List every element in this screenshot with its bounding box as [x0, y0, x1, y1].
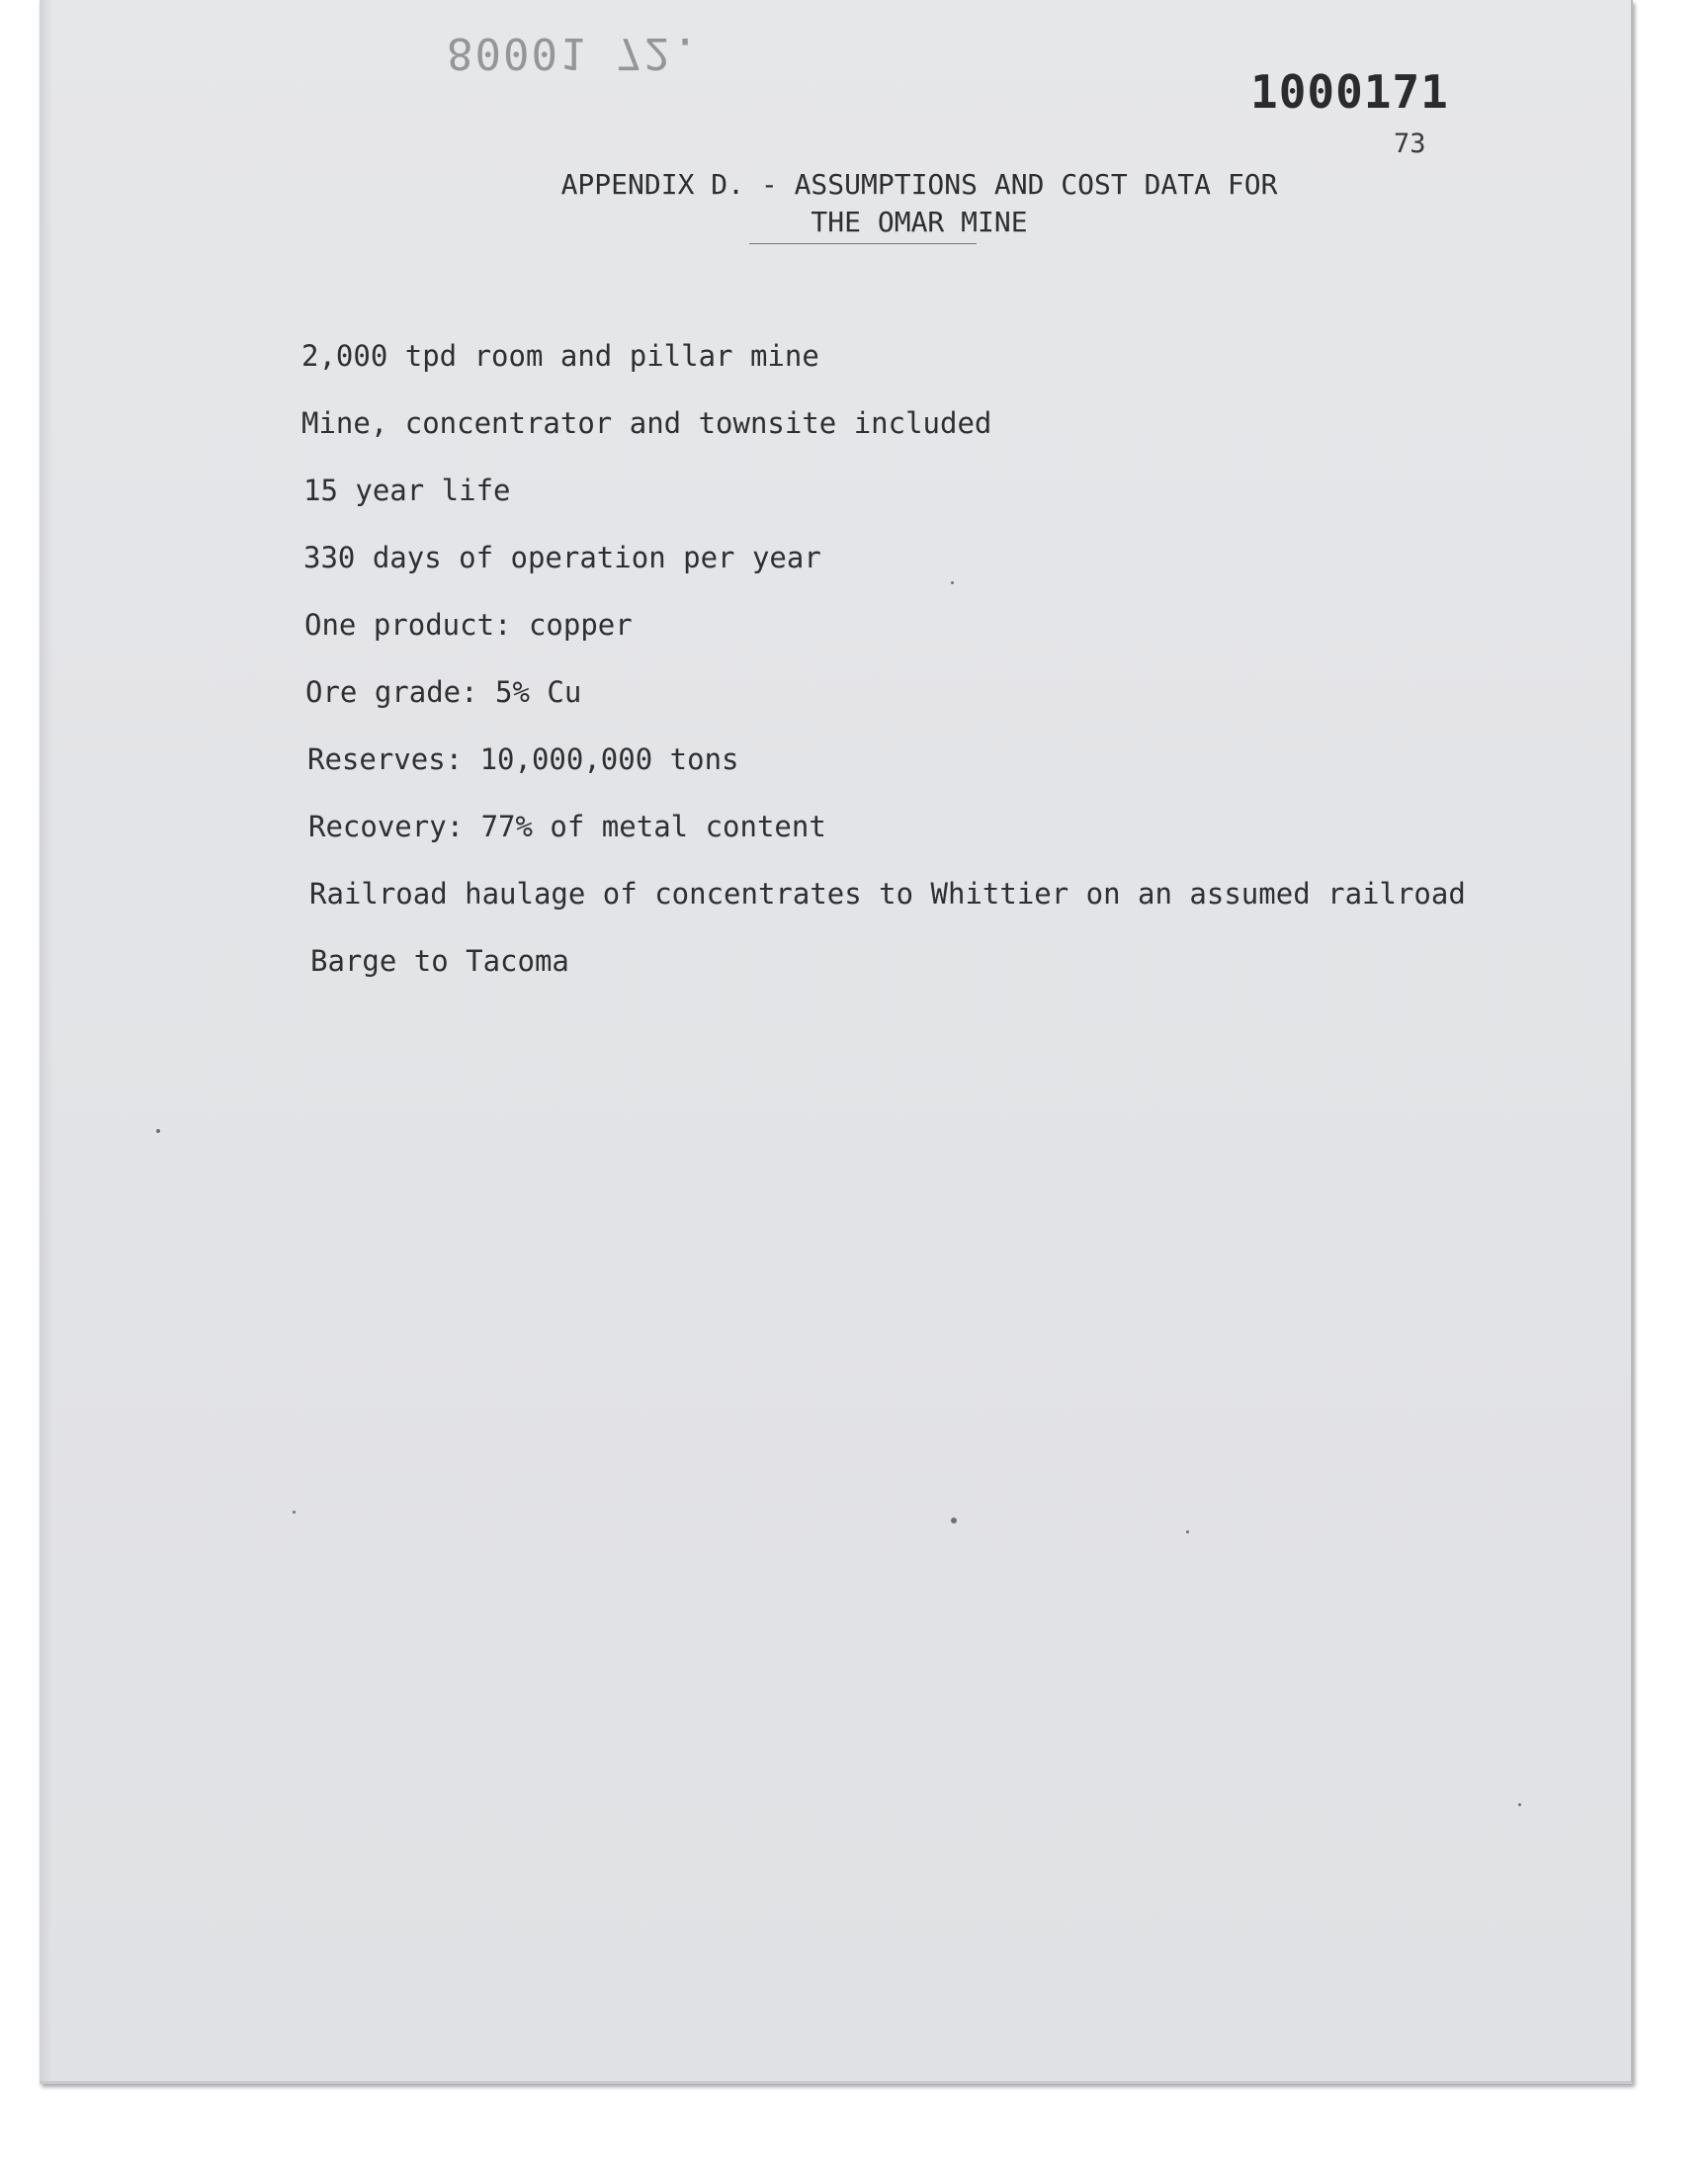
title-line-2: THE OMAR MINE	[811, 206, 1028, 238]
list-item: Railroad haulage of concentrates to Whittier on an assumed railroad	[309, 877, 1466, 911]
list-item: Recovery: 77% of metal content	[308, 810, 826, 843]
paper-speck	[951, 581, 954, 584]
list-item: Mine, concentrator and townsite included	[301, 406, 992, 440]
paper-speck	[1186, 1530, 1189, 1533]
list-item: 15 year life	[303, 474, 511, 507]
list-item: One product: copper	[304, 608, 633, 642]
page-number: 73	[1394, 129, 1426, 159]
list-item: Ore grade: 5% Cu	[305, 675, 582, 709]
assumptions-list	[301, 334, 1586, 1006]
list-item: Barge to Tacoma	[310, 944, 569, 978]
document-page	[40, 0, 1633, 2084]
paper-speck	[1518, 1803, 1521, 1806]
title-line-1: APPENDIX D. - ASSUMPTIONS AND COST DATA FOR	[560, 168, 1278, 201]
list-item: Reserves: 10,000,000 tons	[307, 742, 739, 776]
paper-speck	[156, 1129, 160, 1133]
paper-speck	[293, 1511, 296, 1514]
list-item: 330 days of operation per year	[303, 541, 821, 574]
document-number-stamp: 1000171	[1250, 65, 1449, 119]
page-edge-shadow	[40, 0, 53, 2081]
faint-document-number-stamp: 80001 72.	[447, 28, 701, 78]
page-title	[425, 166, 1413, 241]
list-item: 2,000 tpd room and pillar mine	[301, 339, 819, 373]
title-underline	[749, 243, 977, 244]
paper-speck	[951, 1518, 957, 1523]
